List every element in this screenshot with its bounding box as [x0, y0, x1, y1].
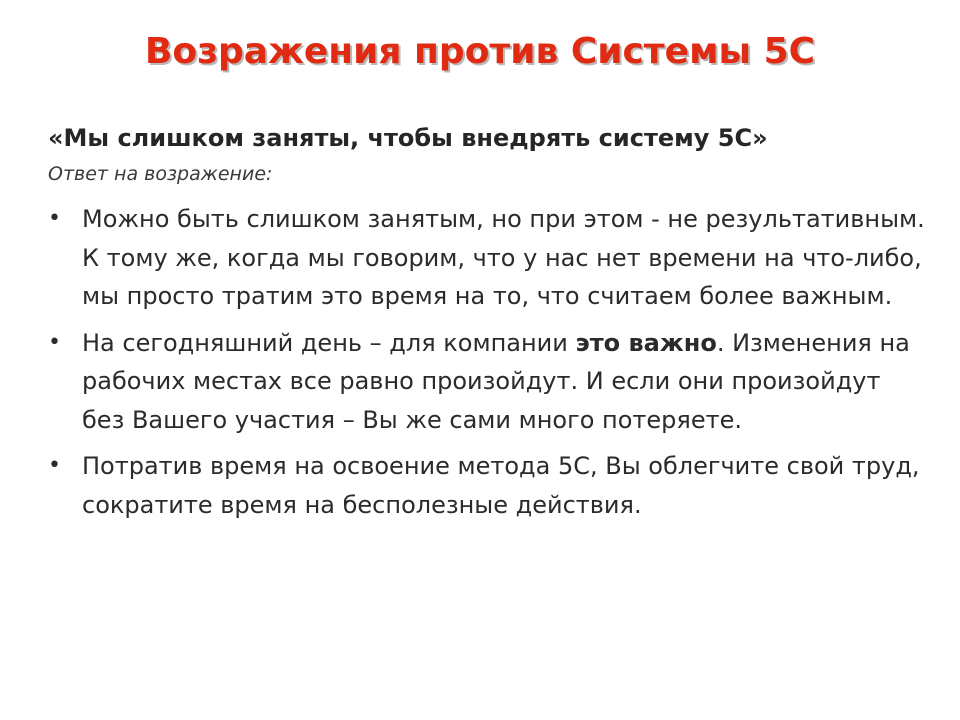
- bullet-item: [48, 324, 928, 440]
- bullet-item: [48, 447, 928, 524]
- bullet-text-end: . Изменения на рабочих местах все равно произойдут. И если они произойдут без Вашего участия – Вы же сами много потеряете.: [82, 328, 910, 434]
- bullet-list: [48, 200, 928, 524]
- bullet-text-start: На сегодняшний день – для компании: [82, 328, 576, 357]
- bullet-icon: •: [48, 329, 61, 355]
- bullet-emphasis: это важно: [575, 328, 717, 357]
- bullet-text: Можно быть слишком занятым, но при этом - не результативным. К тому же, когда мы говорим, что у нас нет времени на что-либо, мы просто тратим это время на то, что считаем более важным.: [82, 205, 925, 310]
- slide-title: Возражения против Системы 5С: [144, 31, 816, 72]
- bullet-icon: •: [48, 206, 61, 231]
- answer-label: Ответ на возражение:: [48, 163, 273, 185]
- bullet-text: Потратив время на освоение метода 5С, Вы облегчите свой труд, сократите время на бесполезные действия.: [82, 452, 920, 519]
- objection-quote: «Мы слишком заняты, чтобы внедрять систему 5С»: [48, 124, 768, 152]
- bullet-item: [48, 200, 928, 316]
- bullet-icon: •: [48, 453, 61, 478]
